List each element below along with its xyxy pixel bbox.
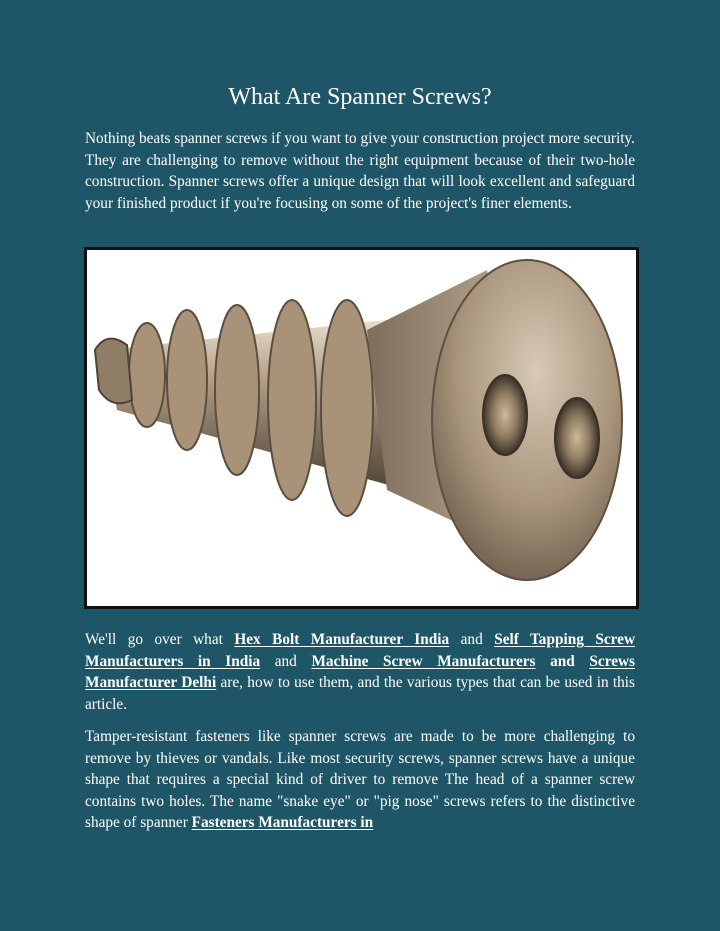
intro-paragraph: Nothing beats spanner screws if you want to give your construction project more security. They are challenging to remove without the right equipment because of their two-hole construction. Spanner screws offer a unique design that will look excellent and safeguard your finished product if you're focusing on some of the project's finer elements. bbox=[85, 130, 635, 212]
text-segment: and bbox=[449, 631, 495, 648]
self-tapping-screw-manufacturers-link[interactable]: Self Tapping Screw Manufacturers in India bbox=[85, 631, 635, 670]
page-title: What Are Spanner Screws? bbox=[228, 84, 492, 110]
screws-manufacturer-delhi-link[interactable]: Screws Manufacturer Delhi bbox=[85, 652, 635, 691]
text-segment: are, how to use them, and the various types that can be used in this article. bbox=[85, 674, 635, 713]
text-segment: and bbox=[535, 652, 590, 670]
text-segment: Tamper-resistant fasteners like spanner screws are made to be more challenging to remove by thieves or vandals. Like most security screws, spanner screws have a unique shape that requires a special kind of driver to remove The head of a spanner screw contains two holes. The name "snake eye" or "pig nose" screws refers to the distinctive shape of spanner bbox=[85, 728, 635, 831]
hex-bolt-manufacturer-link[interactable]: Hex Bolt Manufacturer India bbox=[234, 631, 450, 648]
spanner-screw-photo bbox=[84, 247, 639, 609]
text-segment: We'll go over what bbox=[85, 631, 235, 648]
machine-screw-manufacturers-link[interactable]: Machine Screw Manufacturers bbox=[311, 652, 536, 670]
fasteners-manufacturers-link[interactable]: Fasteners Manufacturers in bbox=[191, 814, 374, 831]
tamper-resistant-paragraph bbox=[85, 726, 635, 834]
text-segment: and bbox=[260, 652, 312, 670]
links-paragraph bbox=[85, 629, 635, 715]
